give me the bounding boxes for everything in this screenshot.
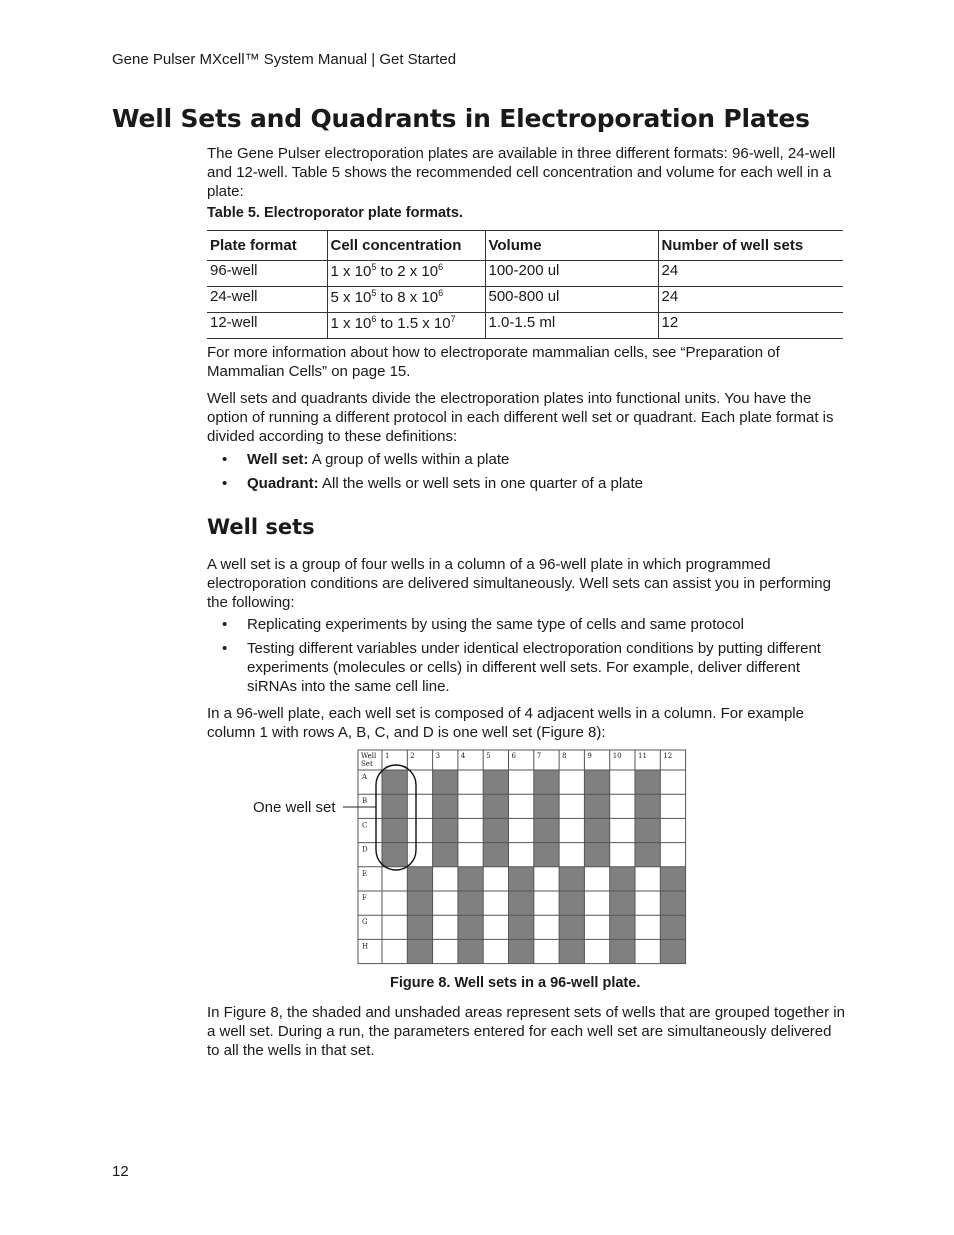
header-number-of-well-sets: Number of well sets bbox=[658, 231, 843, 261]
cell-plate-format: 24-well bbox=[207, 287, 327, 313]
definitions-list bbox=[222, 450, 842, 493]
corner-label: Well bbox=[361, 752, 377, 760]
section-heading: Well sets bbox=[207, 515, 315, 539]
row-label: H bbox=[362, 942, 369, 951]
table-row bbox=[207, 287, 843, 313]
column-label: 2 bbox=[410, 752, 415, 760]
wellsets-intro-paragraph: Well sets and quadrants divide the electroporation plates into functional units. You have the option of running a different protocol in each different well set or quadrant. Each plate format is divided according to these definitions: bbox=[207, 390, 834, 445]
cell-well-sets: 12 bbox=[658, 313, 843, 339]
row-label: E bbox=[362, 869, 368, 878]
table-header-row bbox=[207, 231, 843, 261]
well-plate-figure bbox=[330, 745, 700, 970]
row-label: D bbox=[362, 845, 368, 854]
cell-volume: 100-200 ul bbox=[485, 261, 658, 287]
column-label: 6 bbox=[511, 752, 516, 760]
conclusion-paragraph: In Figure 8, the shaded and unshaded areas represent sets of wells that are grouped together in a well set. During a run, the parameters entered for each well set are simultaneously delivered to all the wells in that set. bbox=[207, 1004, 845, 1059]
more-info-paragraph: For more information about how to electroporate mammalian cells, see “Preparation of Mammalian Cells” on page 15. bbox=[207, 344, 780, 380]
cell-well-sets: 24 bbox=[658, 287, 843, 313]
cell-volume: 1.0-1.5 ml bbox=[485, 313, 658, 339]
page-title: Well Sets and Quadrants in Electroporation Plates bbox=[112, 104, 810, 133]
list-item: • Replicating experiments by using the same type of cells and same protocol bbox=[222, 616, 744, 633]
uses-list bbox=[222, 615, 842, 696]
wellset-definition-paragraph: A well set is a group of four wells in a column of a 96-well plate in which programmed electroporation conditions are delivered simultaneously. Well sets can assist you in performing the following: bbox=[207, 556, 831, 611]
column-label: 8 bbox=[562, 752, 567, 760]
table-row bbox=[207, 313, 843, 339]
bullet-icon: • bbox=[222, 475, 228, 492]
row-label: A bbox=[362, 773, 368, 781]
list-item: • Quadrant: All the wells or well sets in one quarter of a plate bbox=[222, 475, 644, 492]
bullet-icon: • bbox=[222, 616, 228, 633]
cell-plate-format: 96-well bbox=[207, 261, 327, 287]
cell-plate-format: 12-well bbox=[207, 313, 327, 339]
row-label: C bbox=[362, 821, 368, 830]
column-label: 3 bbox=[435, 752, 441, 760]
one-well-set-callout: One well set bbox=[253, 799, 336, 816]
bullet-icon: • bbox=[222, 640, 228, 657]
table-caption: Table 5. Electroporator plate formats. bbox=[207, 205, 463, 221]
column-label: 5 bbox=[486, 752, 491, 760]
cell-well-sets: 24 bbox=[658, 261, 843, 287]
running-header: Gene Pulser MXcell™ System Manual | Get Started bbox=[112, 51, 457, 68]
page-number: 12 bbox=[112, 1163, 129, 1180]
column-label: 12 bbox=[663, 752, 673, 760]
column-label: 11 bbox=[638, 752, 647, 760]
header-plate-format: Plate format bbox=[207, 231, 327, 261]
cell-volume: 500-800 ul bbox=[485, 287, 658, 313]
table-row bbox=[207, 261, 843, 287]
row-label: G bbox=[362, 918, 368, 927]
figure-caption: Figure 8. Well sets in a 96-well plate. bbox=[390, 975, 641, 991]
cell-concentration: 1 x $10^6$ to 1.5 x $10^7$ bbox=[327, 313, 485, 339]
plate-formats-table bbox=[207, 230, 843, 339]
intro-paragraph: The Gene Pulser electroporation plates are available in three different formats: 96-well, 24-well and 12-well. Table 5 shows the recommended cell concentration and volume for each well in a plate: bbox=[207, 145, 836, 200]
column-label: 7 bbox=[536, 752, 542, 760]
example-paragraph: In a 96-well plate, each well set is composed of 4 adjacent wells in a column. For example column 1 with rows A, B, C, and D is one well set (Figure 8): bbox=[207, 705, 804, 741]
row-label: F bbox=[362, 894, 367, 902]
bullet-icon: • bbox=[222, 451, 228, 468]
column-label: 4 bbox=[460, 752, 466, 760]
column-label: 1 bbox=[385, 752, 390, 760]
header-cell-concentration: Cell concentration bbox=[327, 231, 485, 261]
corner-label: Set bbox=[361, 760, 373, 768]
column-label: 10 bbox=[612, 752, 622, 760]
row-label: B bbox=[362, 797, 368, 806]
list-item: • Testing different variables under identical electroporation conditions by putting different experiments (molecules or cells) in different well sets. For example, deliver different siRNAs into the same cell line. bbox=[222, 640, 821, 695]
cell-concentration: 5 x $10^5$ to 8 x $10^6$ bbox=[327, 287, 485, 313]
header-volume: Volume bbox=[485, 231, 658, 261]
column-label: 9 bbox=[587, 752, 592, 760]
list-item: • Well set: A group of wells within a plate bbox=[222, 451, 510, 468]
cell-concentration: 1 x $10^5$ to 2 x $10^6$ bbox=[327, 261, 485, 287]
